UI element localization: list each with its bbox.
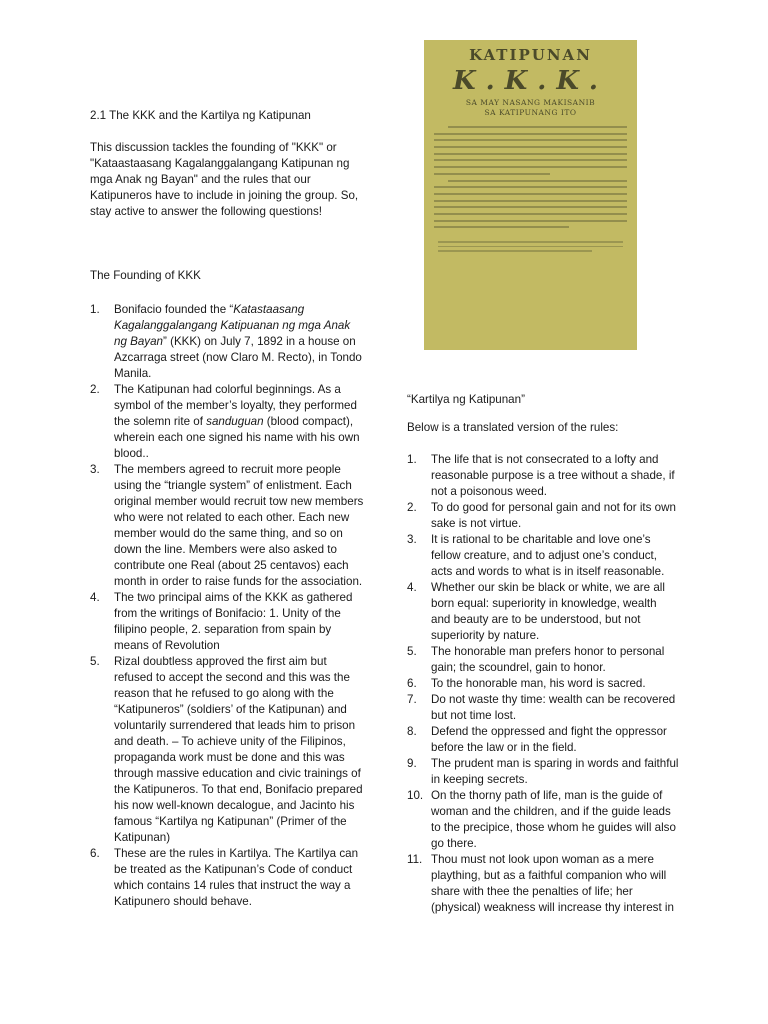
list-number: 3. <box>407 533 417 546</box>
poster-kkk-letters: K.K.K. <box>453 66 608 96</box>
list-item: 5. Rizal doubtless approved the first aim but refused to accept the second and this was the reason that he refused to go along with the “Katipuneros” (soldiers’ of the Katipunan) and voluntarily surrendered that leads him to prison and death. – To achieve unity of the Filipinos, propaganda work must be done and this was through massive education and civic trainings of the Katipuneros. To that end, Bonifacio prepared his now well-known decalogue, and Jacinto his famous “Kartilya ng Katipunan” (Primer of the Katipunan) <box>90 655 363 844</box>
list-number: 6. <box>407 677 417 690</box>
poster-title: KATIPUNAN <box>469 46 592 64</box>
list-item: 8. Defend the oppressed and fight the oppressor before the law or in the field. <box>407 725 667 754</box>
list-number: 2. <box>90 383 100 396</box>
list-item: 7. Do not waste thy time: wealth can be recovered but not time lost. <box>407 693 676 722</box>
list-number: 1. <box>90 303 100 316</box>
poster-subtitle-1: SA MAY NASANG MAKISANIB <box>465 98 596 107</box>
katipunan-poster-image <box>424 40 637 350</box>
poster-subtitle-2: SA KATIPUNANG ITO <box>484 108 577 117</box>
list-number: 9. <box>407 757 417 770</box>
kartilya-intro: Below is a translated version of the rules: <box>407 421 619 434</box>
list-number: 2. <box>407 501 417 514</box>
kartilya-rules-list <box>407 452 679 916</box>
list-item: 6. These are the rules in Kartilya. The Kartilya can be treated as the Katipunan’s Code of conduct which contains 14 rules that instruct the way a Katipunero should behave. <box>90 847 359 908</box>
intro-paragraph: This discussion tackles the founding of "KKK" or "Kataastaasang Kagalanggalangang Katipunan ng mga Anak ng Bayan" and the rules that our Katipuneros have to include in joining the group. So, stay active to answer the following questions! <box>90 141 359 218</box>
list-number: 7. <box>407 693 417 706</box>
list-item: 3. It is rational to be charitable and love one’s fellow creature, and to adjust one’s conduct, acts and words to what is in itself reasonable. <box>407 533 665 578</box>
poster-body-text <box>434 126 627 228</box>
section-heading: 2.1 The KKK and the Kartilya ng Katipunan <box>90 109 311 122</box>
list-number: 4. <box>407 581 417 594</box>
list-item: 2. The Katipunan had colorful beginnings. As a symbol of the member’s loyalty, they performed the solemn rite of sanduguan (blood compact), wherein each one signed his name with his own blood.. <box>90 383 360 460</box>
list-item: 4. The two principal aims of the KKK as gathered from the writings of Bonifacio: 1. Unity of the filipino people, 2. separation from spain by means of Revolution <box>90 591 353 652</box>
list-number: 10. <box>407 789 424 802</box>
list-item: 4. Whether our skin be black or white, we are all born equal: superiority in knowledge, wealth and beauty are to be understood, but not superiority by nature. <box>407 581 665 642</box>
left-column <box>90 108 365 910</box>
list-number: 5. <box>90 655 100 668</box>
list-number: 5. <box>407 645 417 658</box>
list-number: 4. <box>90 591 100 604</box>
right-column <box>407 392 679 916</box>
list-number: 8. <box>407 725 417 738</box>
list-item: 10. On the thorny path of life, man is the guide of woman and the children, and if the guide leads to the precipice, those whom he guides will also go there. <box>407 789 676 850</box>
list-item: 11. Thou must not look upon woman as a mere plaything, but as a faithful companion who will share with thee the penalties of life; her (physical) weakness will increase thy interest in <box>407 853 674 914</box>
list-item: 1. Bonifacio founded the “Katastaasang Kagalanggalangang Katipuanan ng mga Anak ng Bayan” (KKK) on July 7, 1892 in a house on Azcarraga street (now Claro M. Recto), in Tondo Manila. <box>90 303 362 380</box>
list-number: 3. <box>90 463 100 476</box>
list-item: 1. The life that is not consecrated to a lofty and reasonable purpose is a tree without a shade, if not a poisonous weed. <box>407 453 675 498</box>
kartilya-heading: “Kartilya ng Katipunan” <box>407 393 525 406</box>
founding-heading: The Founding of KKK <box>90 269 201 282</box>
list-item: 3. The members agreed to recruit more people using the “triangle system” of enlistment. Each original member would recruit tow new members who were not related to each other. Each new member would do the same thing, and so on down the line. Members were also asked to contribute one Real (about 25 centavos) each month in order to raise funds for the association. <box>90 463 364 588</box>
list-number: 1. <box>407 453 417 466</box>
poster-footnote <box>434 236 627 252</box>
list-number: 11. <box>407 853 423 866</box>
founding-list <box>90 302 365 910</box>
list-item: 5. The honorable man prefers honor to personal gain; the scoundrel, gain to honor. <box>407 645 665 674</box>
list-item: 2. To do good for personal gain and not for its own sake is not virtue. <box>407 501 676 530</box>
list-number: 6. <box>90 847 100 860</box>
list-item: 9. The prudent man is sparing in words and faithful in keeping secrets. <box>407 757 679 786</box>
list-item: 6. To the honorable man, his word is sacred. <box>407 677 646 690</box>
